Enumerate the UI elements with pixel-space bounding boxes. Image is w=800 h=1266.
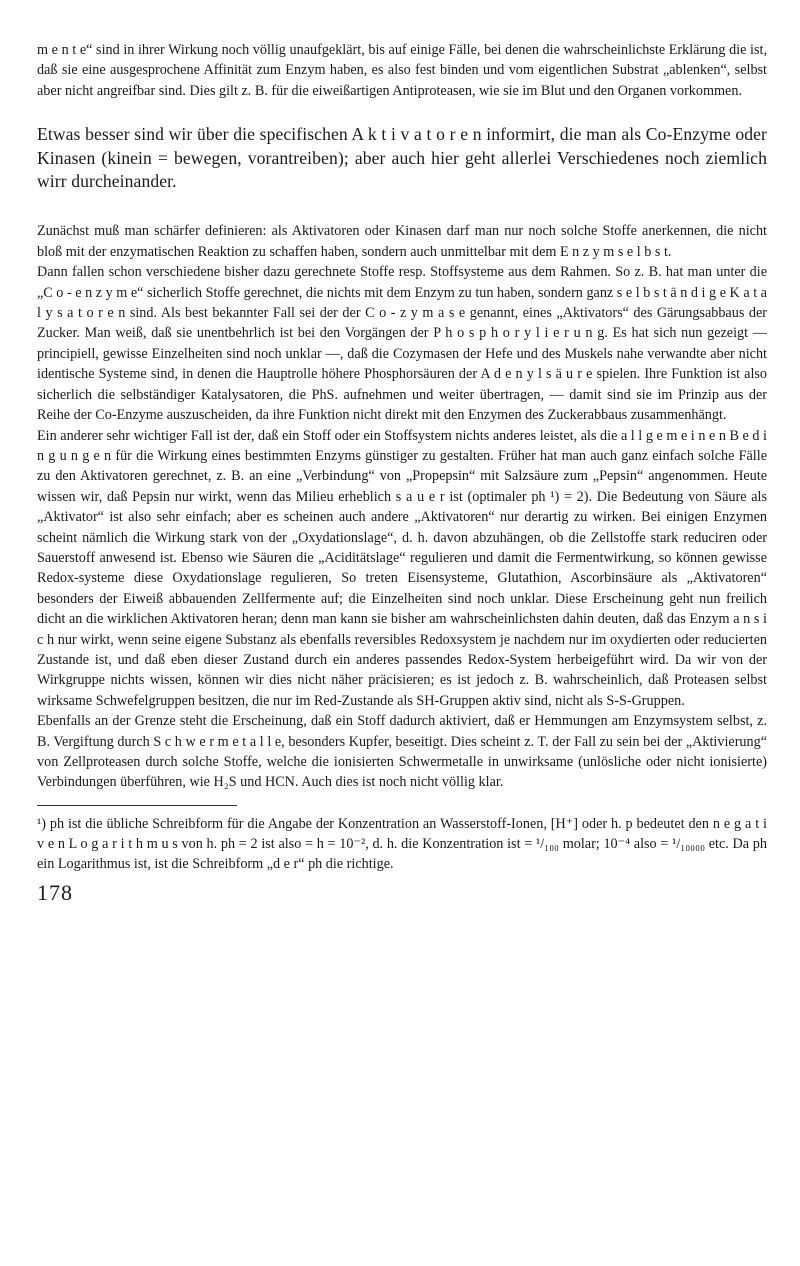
body-text <box>37 221 767 792</box>
paragraph-definition: Zunächst muß man schärfer definieren: als Aktivatoren oder Kinasen darf man nur noch solche Stoffe anerkennen, die nicht bloß mit der enzymatischen Reaktion zu schaffen haben, sondern auch unmittelbar mit dem E n z y m s e l b s t. <box>37 223 767 260</box>
page-number: 178 <box>37 879 73 905</box>
paragraph-heavy-metals: Ebenfalls an der Grenze steht die Erscheinung, daß ein Stoff dadurch aktiviert, daß er Hemmungen am Enzymsystem selbst, z. B. Vergiftung durch S c h w e r m e t a l l e, besonders Kupfer, beseitigt. Dies scheint z. T. der Fall zu sein bei der „Aktivierung“ von Zellproteasen durch solche Stoffe, welche die ionisierten Schwermetalle in unwirksame (unlösliche oder nicht ionisierte) Verbindungen überführen, wie H₂S und HCN. Auch dies ist noch nicht völlig klar. <box>37 713 767 791</box>
footnote-divider <box>37 805 237 806</box>
lead-paragraph-activators: Etwas besser sind wir über die specifischen A k t i v a t o r e n informirt, die man als Co-Enzyme oder Kinasen (kinein = bewegen, vorantreiben); aber auch hier geht allerlei Verschiedenes noch ziemlich wirr durcheinander. <box>37 124 767 192</box>
paragraph-cozymase: Dann fallen schon verschiedene bisher dazu gerechnete Stoffe resp. Stoffsysteme aus dem Rahmen. So z. B. hat man unter die „C o - e n z y m e“ sicherlich Stoffe gerechnet, die nichts mit dem Enzym zu tun haben, sondern ganz s e l b s t ä n d i g e K a t a l y s a t o r e n sind. Als best bekannter Fall sei der der C o - z y m a s e genannt, eines „Aktivators“ des Gärungsabbaus der Zucker. Man weiß, daß sie unentbehrlich ist bei den Vorgängen der P h o s p h o r y l i e r u n g. Es hat sich nun gezeigt — principiell, gewisse Einzelheiten sind noch unklar —, daß die Cozymasen der Hefe und des Muskels nahe verwandte aber nicht identische Systeme sind, in denen die Hauptrolle höhere Phosphorsäuren der A d e n y l s ä u r e spielen. Ihre Funktion ist also sicherlich die selbständiger Katalysatoren, die PhS. aufnehmen und weiter übertragen, — damit sind sie im Prinzip aus der Reihe der Co-Enzyme auszuscheiden, da ihre Funktion nicht direkt mit den Enzymen des Zuckerabbaus zusammenhängt. <box>37 264 767 424</box>
footnote: ¹) ph ist die übliche Schreibform für die Angabe der Konzentration an Wasserstoff-Ionen, [H⁺] oder h. p bedeutet den n e g a t i v e n L o g a r i t h m u s von h. ph = 2 ist also = h = 10⁻², d. h. die Konzentration ist = ¹/₁₀₀ molar; 10⁻⁴ also = ¹/₁₀₀₀₀ etc. Da ph ein Logarithmus ist, ist die Schreibform „d e r“ ph die richtige. <box>37 815 767 872</box>
paragraph-continuation: m e n t e“ sind in ihrer Wirkung noch völlig unaufgeklärt, bis auf einige Fälle, bei denen die wahrscheinlichste Erklärung die ist, daß sie eine ausgesprochene Affinität zum Enzym haben, es also fest binden und vom eigentlichen Substrat „ablenken“, selbst aber nicht angreifbar sind. Dies gilt z. B. für die eiweißartigen Antiproteasen, wie sie im Blut und den Organen vorkommen. <box>37 42 767 99</box>
book-page <box>37 40 767 906</box>
paragraph-general-conditions: Ein anderer sehr wichtiger Fall ist der, daß ein Stoff oder ein Stoffsystem nichts anderes leistet, als die a l l g e m e i n e n B e d i n g u n g e n für die Wirkung eines bestimmten Enzyms günstiger zu gestalten. Früher hat man auch ganz einfach solche Fälle zu den Aktivatoren gerechnet, z. B. an eine „Verbindung“ von „Propepsin“ mit Salzsäure zum „Pepsin“ angenommen. Heute wissen wir, daß Pepsin nur wirkt, wenn das Milieu erheblich s a u e r ist (optimaler ph ¹) = 2). Die Bedeutung von Säure als „Aktivator“ ist also sehr einfach; aber es scheinen auch andere „Aktivatoren“ nur derartig zu wirken. Bei einigen Enzymen scheint nämlich die Wirkung stark von der „Oxydationslage“, d. h. davon abzuhängen, ob die Zellstoffe stark reduciren oder Sauerstoff anwesend ist. Ebenso wie Säuren die „Aciditätslage“ regulieren und damit die Fermentwirkung, so können gewisse Redox-systeme diese Oxydationslage regulieren, So treten Eisensysteme, Glutathion, Ascorbinsäure als „Aktivatoren“ besonders der Eiweiß abbauenden Zellfermente auf; die Einzelheiten sind noch unklar. Diese Erscheinung geht nun freilich dicht an die wirklichen Aktivatoren heran; denn man kann sie bisher am wahrscheinlichsten dahin deuten, daß das Enzym a n s i c h nur wirkt, wenn seine eigene Substanz als ebenfalls reversibles Redoxsystem je nachdem nur im oxydierten oder reducierten Zustande ist, und daß eben dieser Zustand durch ein anderes passendes Redox-System herbeigeführt wird. Da wir von der Wirkgruppe nichts wissen, können wir dies nicht näher präcisieren; es ist jedoch z. B. wahrscheinlich, daß Proteasen selbst wirksame Schwefelgruppen besitzen, die nur im Red-Zustande als SH-Gruppen aktiv sind, nicht als S-S-Gruppen. <box>37 427 767 709</box>
